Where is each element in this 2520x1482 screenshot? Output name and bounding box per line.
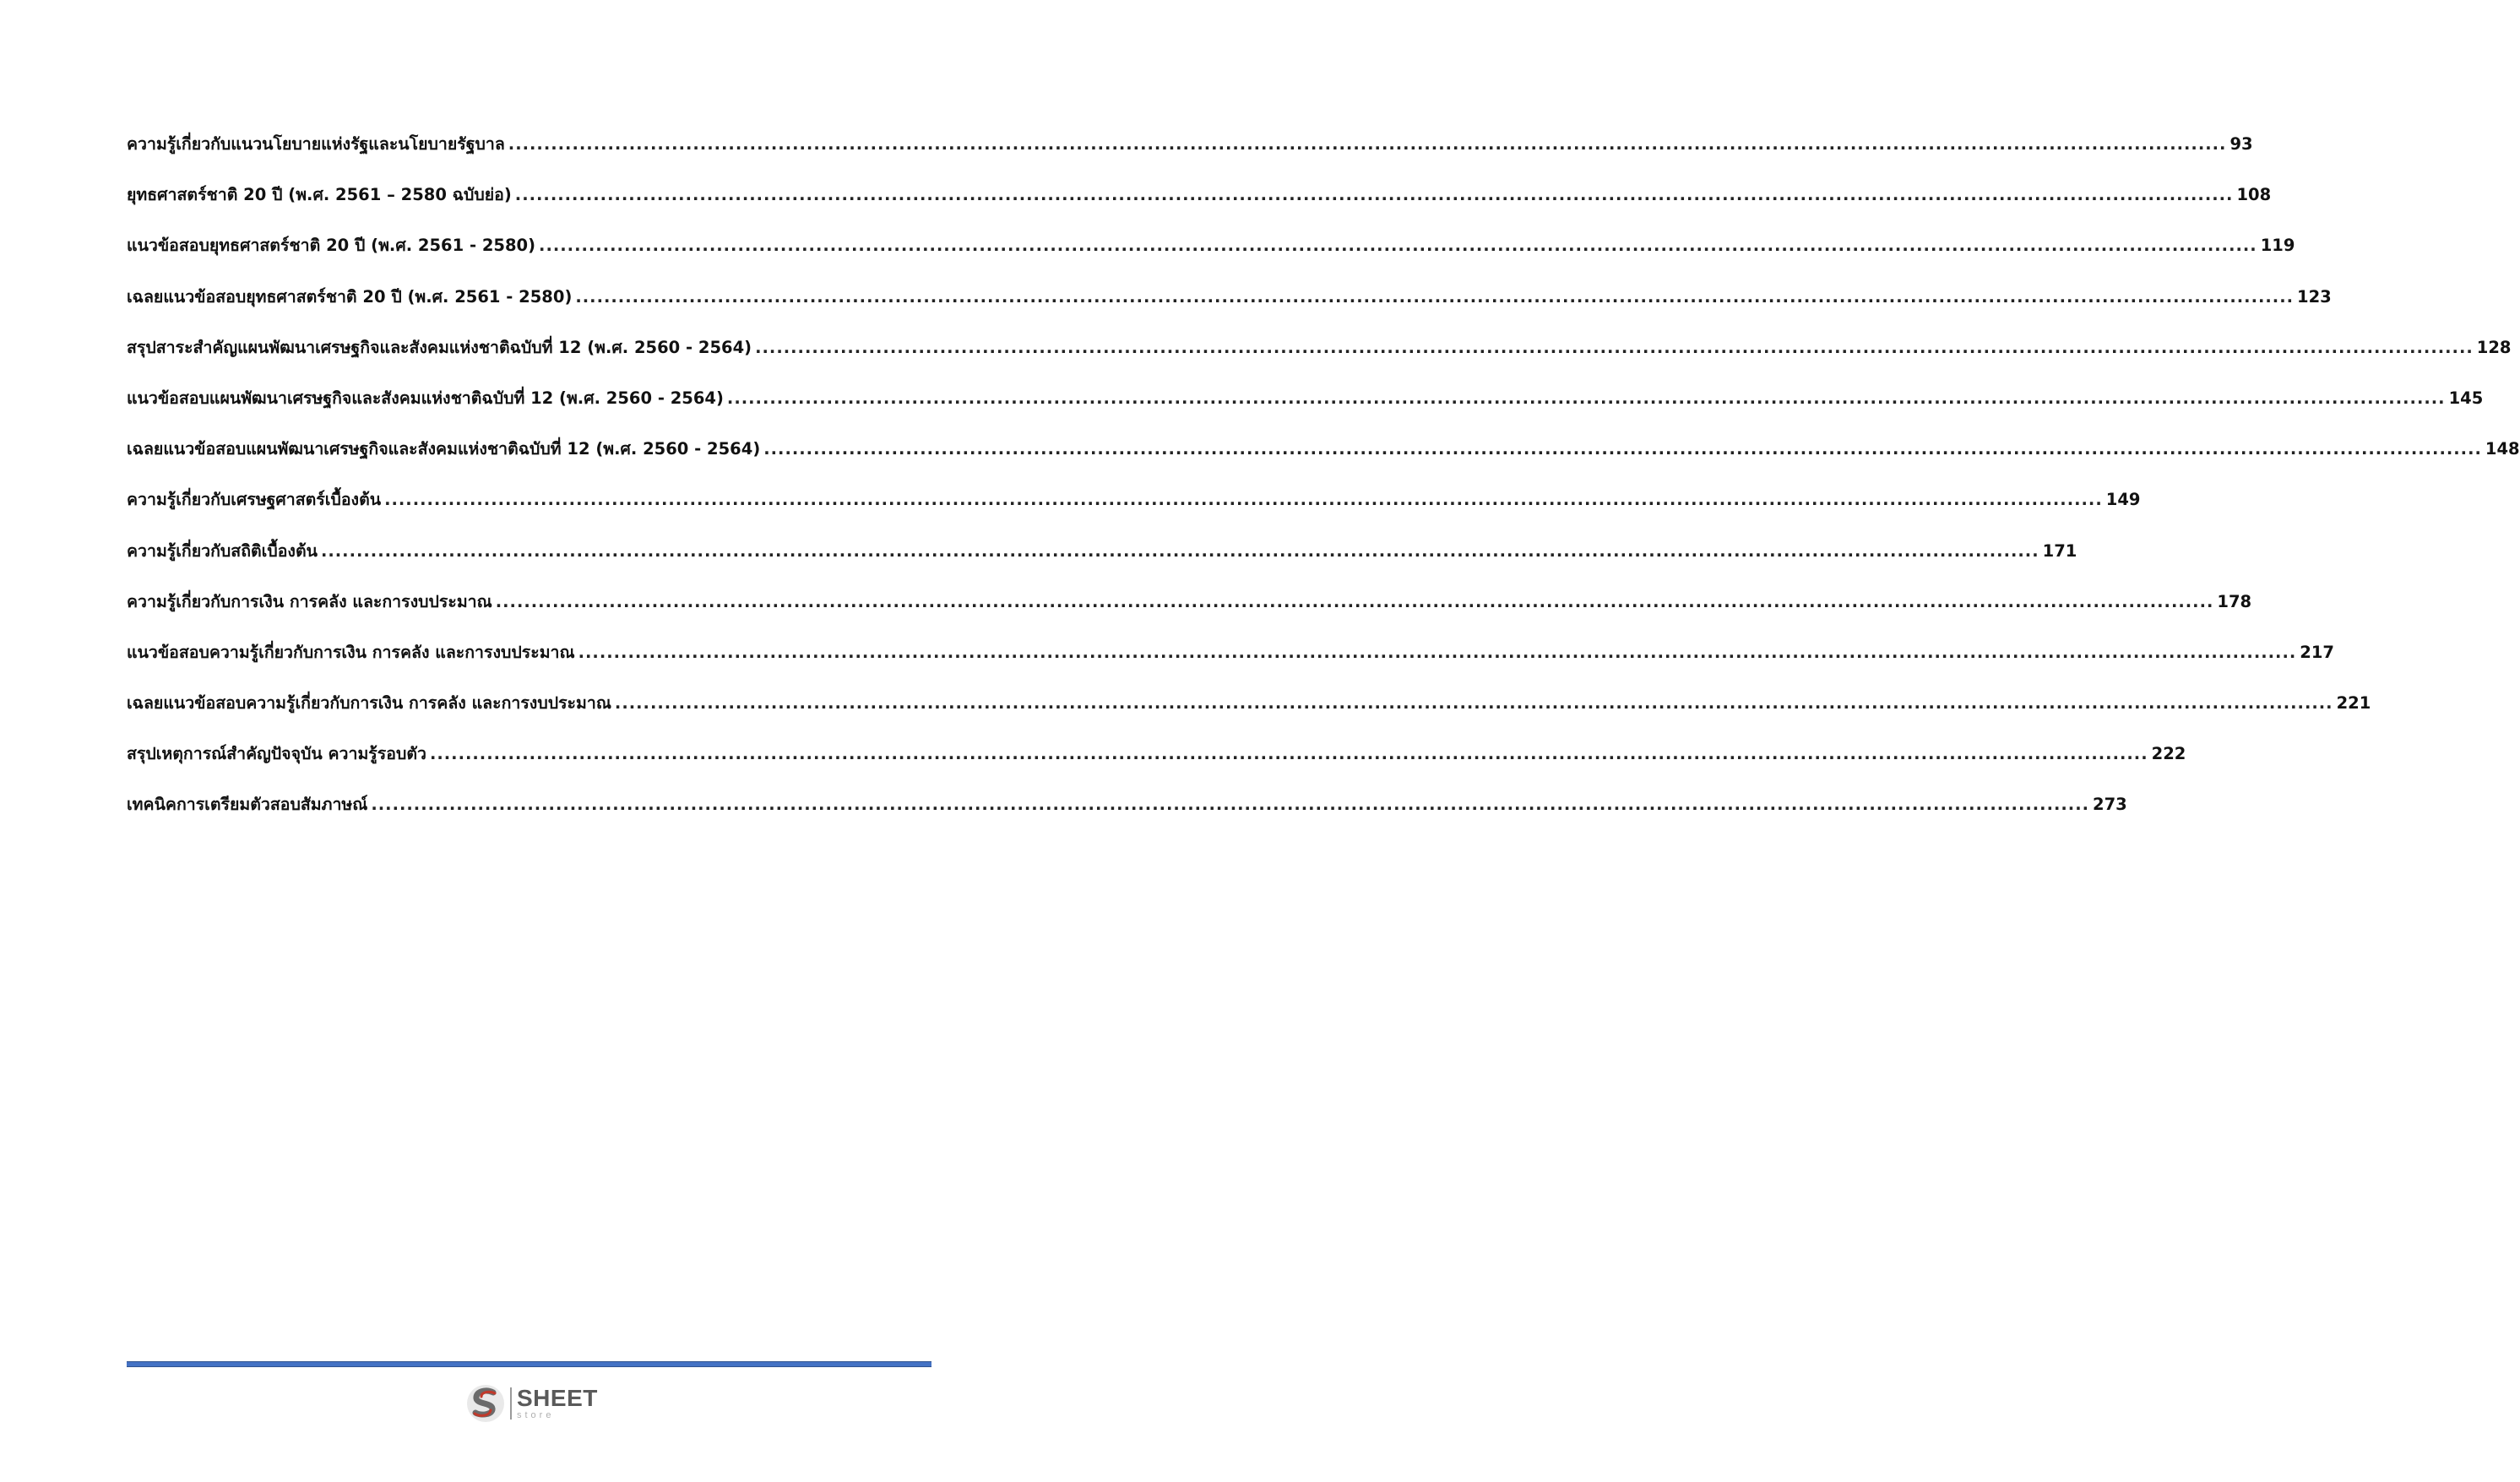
toc-entry-page: 145 xyxy=(2448,388,2484,408)
toc-dot-leader xyxy=(508,134,2227,154)
toc-entry[interactable] xyxy=(127,690,2371,741)
toc-entry-title: ความรู้เกี่ยวกับเศรษฐศาสตร์เบื้องต้น xyxy=(127,490,382,510)
toc-entry-page: 93 xyxy=(2229,134,2253,154)
toc-entry[interactable] xyxy=(127,741,2186,791)
toc-entry-page: 221 xyxy=(2336,693,2371,714)
toc-dot-leader xyxy=(578,643,2297,662)
toc-dot-leader xyxy=(430,744,2148,763)
toc-entry[interactable] xyxy=(127,131,2253,182)
toc-entry-title: ความรู้เกี่ยวกับแนวนโยบายแห่งรัฐและนโยบายรัฐบาล xyxy=(127,134,505,154)
toc-entry-page: 149 xyxy=(2105,490,2141,510)
toc-dot-leader xyxy=(575,287,2294,307)
toc-entry-title: เทคนิคการเตรียมตัวสอบสัมภาษณ์ xyxy=(127,795,368,815)
sheet-store-logo xyxy=(464,1382,616,1425)
toc-entry-title: สรุปสาระสำคัญแผนพัฒนาเศรษฐกิจและสังคมแห่งชาติฉบับที่ 12 (พ.ศ. 2560 - 2564) xyxy=(127,337,752,357)
toc-entry-page: 171 xyxy=(2042,540,2077,561)
toc-entry-page: 108 xyxy=(2236,185,2272,205)
toc-entry-page: 273 xyxy=(2093,795,2127,815)
toc-dot-leader xyxy=(763,439,2482,459)
toc-entry[interactable] xyxy=(127,486,2141,537)
toc-entry-title: แนวข้อสอบแผนพัฒนาเศรษฐกิจและสังคมแห่งชาติฉบับที่ 12 (พ.ศ. 2560 - 2564) xyxy=(127,388,724,408)
toc-entry-page: 128 xyxy=(2476,337,2512,357)
toc-dot-leader xyxy=(371,795,2089,814)
table-of-contents xyxy=(127,131,2520,843)
toc-dot-leader xyxy=(321,541,2039,561)
toc-entry-title: แนวข้อสอบความรู้เกี่ยวกับการเงิน การคลัง และการงบประมาณ xyxy=(127,642,575,662)
logo-word: SHEET xyxy=(517,1385,598,1411)
toc-entry[interactable] xyxy=(127,639,2334,690)
toc-entry-page: 178 xyxy=(2217,591,2252,611)
toc-entry-page: 119 xyxy=(2260,236,2295,256)
toc-entry-title: แนวข้อสอบยุทธศาสตร์ชาติ 20 ปี (พ.ศ. 2561 - 2580) xyxy=(127,236,536,256)
toc-entry[interactable] xyxy=(127,791,2127,842)
toc-dot-leader xyxy=(755,338,2474,357)
sheet-store-s-logo-icon xyxy=(464,1382,507,1425)
toc-entry[interactable] xyxy=(127,385,2484,436)
toc-entry[interactable] xyxy=(127,436,2520,486)
toc-dot-leader xyxy=(615,693,2333,713)
footer-divider xyxy=(127,1361,931,1367)
toc-entry-title: ความรู้เกี่ยวกับการเงิน การคลัง และการงบประมาณ xyxy=(127,591,492,611)
toc-dot-leader xyxy=(515,185,2234,204)
toc-entry-page: 222 xyxy=(2151,744,2186,764)
toc-entry-title: สรุปเหตุการณ์สำคัญปัจจุบัน ความรู้รอบตัว xyxy=(127,744,426,764)
toc-dot-leader xyxy=(384,490,2103,509)
toc-dot-leader xyxy=(727,388,2446,408)
logo-separator xyxy=(510,1387,512,1420)
toc-entry-title: เฉลยแนวข้อสอบแผนพัฒนาเศรษฐกิจและสังคมแห่งชาติฉบับที่ 12 (พ.ศ. 2560 - 2564) xyxy=(127,439,761,459)
toc-entry-page: 123 xyxy=(2297,286,2332,307)
toc-entry[interactable] xyxy=(127,182,2272,232)
toc-entry-title: เฉลยแนวข้อสอบความรู้เกี่ยวกับการเงิน การคลัง และการงบประมาณ xyxy=(127,693,611,714)
logo-wordmark xyxy=(517,1387,598,1420)
logo-subword: store xyxy=(517,1410,555,1420)
toc-entry[interactable] xyxy=(127,538,2077,589)
toc-entry-title: ยุทธศาสตร์ชาติ 20 ปี (พ.ศ. 2561 – 2580 ฉบับย่อ) xyxy=(127,185,512,205)
toc-entry[interactable] xyxy=(127,589,2252,639)
toc-entry[interactable] xyxy=(127,284,2332,334)
toc-entry-title: เฉลยแนวข้อสอบยุทธศาสตร์ชาติ 20 ปี (พ.ศ. 2561 - 2580) xyxy=(127,286,573,307)
toc-entry-page: 217 xyxy=(2300,642,2334,662)
toc-entry[interactable] xyxy=(127,334,2512,385)
toc-entry[interactable] xyxy=(127,232,2295,283)
toc-entry-page: 148 xyxy=(2485,439,2520,459)
toc-dot-leader xyxy=(539,236,2257,255)
toc-entry-title: ความรู้เกี่ยวกับสถิติเบื้องต้น xyxy=(127,540,318,561)
toc-dot-leader xyxy=(496,592,2214,611)
